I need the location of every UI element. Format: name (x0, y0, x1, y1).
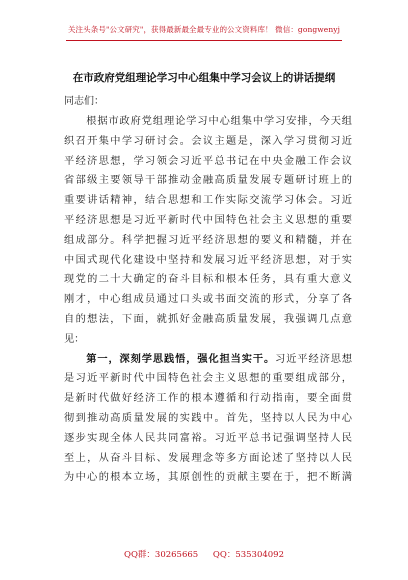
section-text: 习近平经济思想 (275, 353, 352, 365)
body-line: 为中心的根本立场，其原创性的贡献主要在于，把不断满 (64, 472, 352, 484)
section-heading-line (64, 350, 352, 370)
body-line: 中国式现代化建设中坚持和发展习近平经济思想，对于实 (64, 254, 352, 266)
body-line: 是新时代做好经济工作的根本遵循和行动指南，要全面贯 (64, 393, 352, 405)
body-line: 现党的二十大确定的奋斗目标和根本任务，具有重大意义 (64, 274, 352, 286)
body-line: 刚才，中心组成员通过口头或书面交流的形式，分享了各 (64, 294, 352, 306)
body-line: 彻到推动高质量发展的实践中。首先，坚持以人民为中心 (64, 412, 352, 424)
section-heading: 第一，深刻学思践悟，强化担当实干。 (64, 353, 276, 365)
body-line: 重要讲话精神，结合思想和工作实际交流学习体会。习近 (64, 195, 352, 207)
footer-qq-group: QQ群：30265665 (123, 550, 199, 560)
document-body (64, 112, 352, 488)
footer-qq: QQ：535304092 (212, 550, 284, 560)
footer (0, 548, 408, 560)
body-line: 是习近平新时代中国特色社会主义思想的重要组成部分， (64, 373, 352, 385)
body-line: 省部级主要领导干部推动金融高质量发展专题研讨班上的 (64, 175, 352, 187)
body-line: 平经济思想，学习领会习近平总书记在中央金融工作会议 (64, 155, 352, 167)
header-banner: 关注头条号"公文研究"，获得最新最全最专业的公文资料库！ 微信：gongwenyj (67, 25, 341, 34)
salutation: 同志们： (64, 96, 104, 107)
body-line: 平经济思想是习近平新时代中国特色社会主义思想的重要 (64, 214, 352, 226)
body-line: 自的想法，下面，就抓好金融高质量发展，我强调几点意 (64, 313, 352, 325)
body-line: 组成部分。科学把握习近平经济思想的要义和精髓，并在 (64, 234, 352, 246)
body-line: 织召开集中学习研讨会。会议主题是，深入学习贯彻习近 (64, 135, 352, 147)
document-title: 在市政府党组理论学习中心组集中学习会议上的讲话提纲 (72, 72, 336, 84)
body-line: 至上，从奋斗目标、发展理念等多方面论述了坚持以人民 (64, 452, 352, 464)
body-line: 根据市政府党组理论学习中心组集中学习安排，今天组 (64, 116, 352, 127)
body-line: 见： (64, 333, 85, 345)
header-divider (66, 40, 342, 41)
body-line: 逐步实现全体人民共同富裕。习近平总书记强调坚持人民 (64, 432, 352, 444)
